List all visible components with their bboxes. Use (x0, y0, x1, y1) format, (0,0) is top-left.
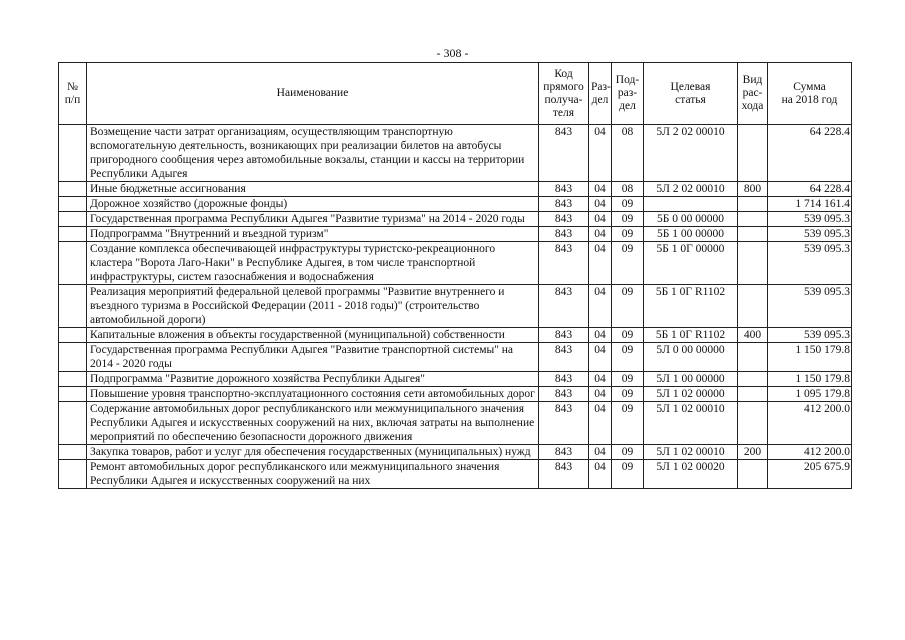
row-num (59, 227, 87, 242)
row-amount: 412 200.0 (768, 402, 852, 445)
row-name: Возмещение части затрат организациям, осуществляющим транспортную вспомогательную деятельность, возникающих при реализации билетов на автобусы пригородного сообщения через автомобильные вокзалы, станции и кассы на территории Республики Адыгея (87, 125, 539, 182)
row-name: Реализация мероприятий федеральной целевой программы "Развитие внутреннего и въездного туризма в Российской Федерации (2011 - 2018 годы)" (строительство автомобильной дороги) (87, 285, 539, 328)
row-num (59, 328, 87, 343)
row-num (59, 212, 87, 227)
row-amount: 412 200.0 (768, 445, 852, 460)
row-name: Дорожное хозяйство (дорожные фонды) (87, 197, 539, 212)
row-name: Повышение уровня транспортно-эксплуатационного состояния сети автомобильных дорог (87, 387, 539, 402)
header-subsection: Под- раз- дел (612, 63, 644, 125)
row-subsection: 08 (612, 182, 644, 197)
row-num (59, 182, 87, 197)
row-section: 04 (589, 343, 612, 372)
row-num (59, 343, 87, 372)
row-name: Закупка товаров, работ и услуг для обеспечения государственных (муниципальных) нужд (87, 445, 539, 460)
row-name: Создание комплекса обеспечивающей инфраструктуры туристско-рекреационного кластера "Ворота Лаго-Наки" в Республике Адыгея, в том числе транспортной инфраструктуры, систем газоснабжения и водоснабжения (87, 242, 539, 285)
row-section: 04 (589, 227, 612, 242)
row-amount: 205 675.9 (768, 460, 852, 489)
row-article: 5Л 1 02 00000 (644, 387, 738, 402)
budget-table (58, 62, 852, 489)
row-section: 04 (589, 285, 612, 328)
table-row (59, 445, 852, 460)
row-amount: 1 150 179.8 (768, 372, 852, 387)
row-code: 843 (539, 227, 589, 242)
header-name: Наименование (87, 63, 539, 125)
row-code: 843 (539, 372, 589, 387)
row-name: Государственная программа Республики Адыгея "Развитие туризма" на 2014 - 2020 годы (87, 212, 539, 227)
row-amount: 539 095.3 (768, 227, 852, 242)
row-num (59, 285, 87, 328)
table-row (59, 372, 852, 387)
table-row (59, 343, 852, 372)
row-code: 843 (539, 343, 589, 372)
table-row (59, 460, 852, 489)
row-expense-type (738, 402, 768, 445)
row-code: 843 (539, 242, 589, 285)
row-article: 5Б 1 0Г R1102 (644, 328, 738, 343)
row-num (59, 125, 87, 182)
row-section: 04 (589, 387, 612, 402)
row-name: Подпрограмма "Внутренний и въездной туризм" (87, 227, 539, 242)
row-section: 04 (589, 182, 612, 197)
row-num (59, 402, 87, 445)
row-article: 5Л 1 02 00020 (644, 460, 738, 489)
table-row (59, 387, 852, 402)
row-code: 843 (539, 387, 589, 402)
row-subsection: 09 (612, 460, 644, 489)
row-expense-type (738, 285, 768, 328)
row-subsection: 09 (612, 212, 644, 227)
row-expense-type (738, 460, 768, 489)
row-section: 04 (589, 328, 612, 343)
row-section: 04 (589, 242, 612, 285)
row-expense-type (738, 197, 768, 212)
row-num (59, 445, 87, 460)
row-article: 5Б 1 00 00000 (644, 227, 738, 242)
row-article (644, 197, 738, 212)
row-amount: 539 095.3 (768, 212, 852, 227)
row-amount: 1 095 179.8 (768, 387, 852, 402)
row-num (59, 197, 87, 212)
row-article: 5Л 2 02 00010 (644, 125, 738, 182)
row-amount: 539 095.3 (768, 328, 852, 343)
row-num (59, 242, 87, 285)
row-subsection: 09 (612, 445, 644, 460)
row-code: 843 (539, 197, 589, 212)
row-name: Подпрограмма "Развитие дорожного хозяйства Республики Адыгея" (87, 372, 539, 387)
row-subsection: 09 (612, 328, 644, 343)
row-code: 843 (539, 445, 589, 460)
row-name: Содержание автомобильных дорог республиканского или межмуниципального значения Республики Адыгея и искусственных сооружений на них, включая затраты на выполнение мероприятий по обеспечению безопасности дорожного движения (87, 402, 539, 445)
row-subsection: 09 (612, 285, 644, 328)
row-article: 5Л 1 02 00010 (644, 445, 738, 460)
row-subsection: 09 (612, 197, 644, 212)
row-amount: 539 095.3 (768, 285, 852, 328)
row-amount: 1 714 161.4 (768, 197, 852, 212)
table-row (59, 212, 852, 227)
table-row (59, 182, 852, 197)
row-section: 04 (589, 372, 612, 387)
row-subsection: 09 (612, 242, 644, 285)
row-code: 843 (539, 182, 589, 197)
header-num: № п/п (59, 63, 87, 125)
row-expense-type (738, 227, 768, 242)
header-article: Целевая статья (644, 63, 738, 125)
row-article: 5Л 1 02 00010 (644, 402, 738, 445)
header-expense-type: Вид рас- хода (738, 63, 768, 125)
row-amount: 64 228.4 (768, 182, 852, 197)
row-subsection: 09 (612, 402, 644, 445)
row-article: 5Б 1 0Г R1102 (644, 285, 738, 328)
row-article: 5Л 1 00 00000 (644, 372, 738, 387)
row-num (59, 387, 87, 402)
row-subsection: 09 (612, 387, 644, 402)
row-amount: 539 095.3 (768, 242, 852, 285)
row-expense-type: 800 (738, 182, 768, 197)
row-expense-type (738, 242, 768, 285)
row-subsection: 09 (612, 227, 644, 242)
row-expense-type (738, 343, 768, 372)
header-code: Код прямого получа- теля (539, 63, 589, 125)
page-number: - 308 - (436, 46, 469, 60)
table-row (59, 402, 852, 445)
row-code: 843 (539, 125, 589, 182)
table-row (59, 328, 852, 343)
row-expense-type (738, 387, 768, 402)
row-subsection: 09 (612, 343, 644, 372)
row-section: 04 (589, 197, 612, 212)
row-article: 5Л 0 00 00000 (644, 343, 738, 372)
row-code: 843 (539, 328, 589, 343)
row-expense-type: 200 (738, 445, 768, 460)
table-body (59, 125, 852, 489)
row-expense-type (738, 372, 768, 387)
row-code: 843 (539, 460, 589, 489)
table-row (59, 242, 852, 285)
header-amount: Сумма на 2018 год (768, 63, 852, 125)
row-subsection: 08 (612, 125, 644, 182)
row-section: 04 (589, 445, 612, 460)
row-code: 843 (539, 285, 589, 328)
row-amount: 1 150 179.8 (768, 343, 852, 372)
row-name: Государственная программа Республики Адыгея "Развитие транспортной системы" на 2014 - 2020 годы (87, 343, 539, 372)
row-expense-type (738, 212, 768, 227)
row-name: Капитальные вложения в объекты государственной (муниципальной) собственности (87, 328, 539, 343)
row-code: 843 (539, 402, 589, 445)
table-row (59, 285, 852, 328)
row-section: 04 (589, 460, 612, 489)
table-row (59, 125, 852, 182)
row-article: 5Л 2 02 00010 (644, 182, 738, 197)
header-section: Раз- дел (589, 63, 612, 125)
row-article: 5Б 0 00 00000 (644, 212, 738, 227)
row-section: 04 (589, 402, 612, 445)
table-row (59, 227, 852, 242)
row-expense-type: 400 (738, 328, 768, 343)
row-num (59, 460, 87, 489)
row-amount: 64 228.4 (768, 125, 852, 182)
row-article: 5Б 1 0Г 00000 (644, 242, 738, 285)
row-section: 04 (589, 125, 612, 182)
row-num (59, 372, 87, 387)
row-code: 843 (539, 212, 589, 227)
table-row (59, 197, 852, 212)
row-section: 04 (589, 212, 612, 227)
row-subsection: 09 (612, 372, 644, 387)
row-expense-type (738, 125, 768, 182)
row-name: Иные бюджетные ассигнования (87, 182, 539, 197)
row-name: Ремонт автомобильных дорог республиканского или межмуниципального значения Республики Адыгея и искусственных сооружений на них (87, 460, 539, 489)
header-row (59, 63, 852, 125)
